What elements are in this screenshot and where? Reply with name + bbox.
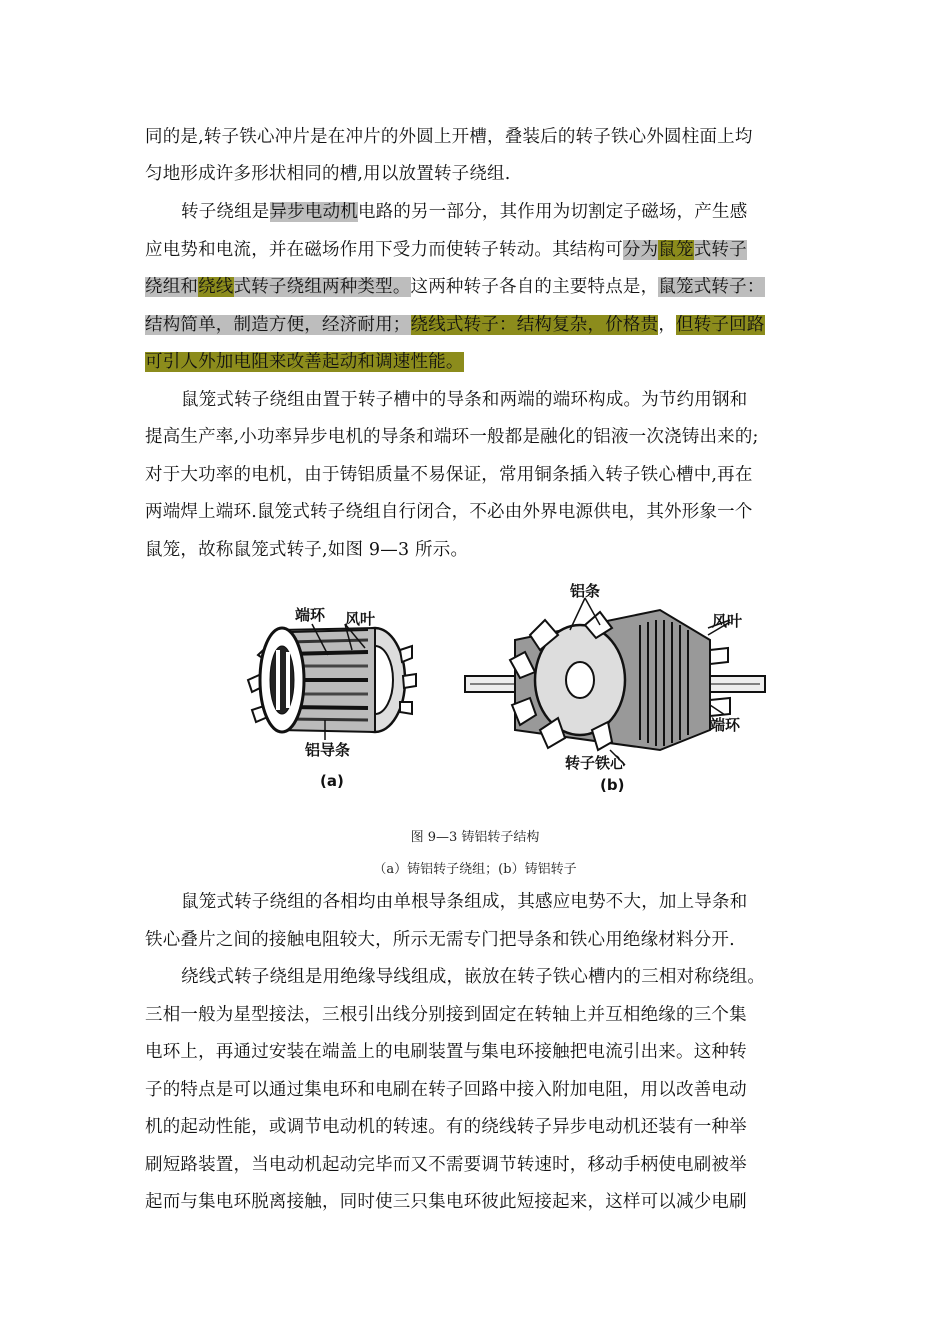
highlight-gray: 式转子绕组两种类型。	[233, 277, 411, 297]
paragraph-3-line-2: 提高生产率,小功率异步电机的导条和端环一般都是融化的铝液一次浇铸出来的;	[145, 427, 759, 447]
highlight-olive: 绕线	[198, 277, 234, 297]
highlight-gray: 绕组和	[145, 277, 199, 297]
text-segment: 电路的另一部分，其作用为切割定子磁场，产生感	[358, 202, 748, 222]
highlight-gray: 鼠笼式转子：	[658, 277, 765, 297]
figure-caption: 图 9—3 铸铝转子结构	[410, 830, 540, 845]
text-segment: 转子绕组是	[181, 202, 270, 222]
paragraph-2-line-1	[181, 200, 747, 224]
label-tag-a: (a)	[320, 772, 344, 790]
highlight-gray: 分为	[622, 240, 659, 260]
paragraph-4-line-2: 铁心叠片之间的接触电阻较大，所示无需专门把导条和铁心用绝缘材料分开.	[145, 930, 735, 950]
highlight-gray: 异步电动机	[269, 202, 358, 222]
label-tag-b: (b)	[600, 776, 625, 794]
highlight-olive: 可引人外加电阻来改善起动和调速性能。	[145, 352, 464, 372]
highlight-olive: 但转子回路	[676, 315, 765, 335]
paragraph-5-line-6: 刷短路装置，当电动机起动完毕而又不需要调节转速时，移动手柄使电刷被举	[145, 1155, 747, 1175]
paragraph-3-line-3: 对于大功率的电机，由于铸铝质量不易保证，常用铜条插入转子铁心槽中,再在	[145, 465, 753, 485]
paragraph-2-line-2	[145, 238, 747, 262]
text-segment: 应电势和电流，并在磁场作用下受力而使转子转动。其结构可	[145, 240, 623, 260]
paragraph-5-line-4: 子的特点是可以通过集电环和电刷在转子回路中接入附加电阻，用以改善电动	[145, 1080, 747, 1100]
paragraph-1-line-2: 匀地形成许多形状相同的槽,用以放置转子绕组.	[145, 164, 511, 184]
paragraph-5-line-2: 三相一般为星型接法，三根引出线分别接到固定在转轴上并互相绝缘的三个集	[145, 1005, 747, 1025]
paragraph-3-line-1: 鼠笼式转子绕组由置于转子槽中的导条和两端的端环构成。为节约用钢和	[181, 390, 748, 410]
text-segment: 这两种转子各自的主要特点是，	[410, 277, 659, 297]
label-bars-a: 铝导条	[305, 741, 351, 759]
paragraph-5-line-3: 电环上，再通过安装在端盖上的电刷装置与集电环接触把电流引出来。这种转	[145, 1042, 747, 1062]
highlight-gray: 式转子	[693, 240, 747, 260]
paragraph-5-line-7: 起而与集电环脱离接触，同时使三只集电环彼此短接起来，这样可以减少电刷	[145, 1192, 747, 1212]
highlight-gray: 结构简单，制造方便，经济耐用；	[145, 315, 411, 335]
paragraph-2-line-3	[145, 275, 765, 299]
paragraph-1-line-1: 同的是,转子铁心冲片是在冲片的外圆上开槽，叠装后的转子铁心外圆柱面上均	[145, 127, 753, 147]
text-segment: ，	[658, 315, 677, 335]
rotor-figure	[240, 580, 770, 805]
paragraph-3-line-5: 鼠笼，故称鼠笼式转子,如图 9—3 所示。	[145, 540, 469, 560]
figure-subcaption: （a）铸铝转子绕组；(b）铸铝转子	[373, 862, 577, 877]
paragraph-4-line-1: 鼠笼式转子绕组的各相均由单根导条组成，其感应电势不大，加上导条和	[181, 892, 748, 912]
paragraph-5-line-1: 绕线式转子绕组是用绝缘导线组成，嵌放在转子铁心槽内的三相对称绕组。	[181, 967, 766, 987]
label-fan-b: 风叶	[712, 612, 743, 630]
paragraph-2-line-5	[145, 350, 464, 374]
label-end-ring-b: 端环	[710, 716, 741, 734]
paragraph-2-line-4	[145, 313, 765, 337]
label-bars-b: 铝条	[570, 582, 601, 600]
paragraph-5-line-5: 机的起动性能，或调节电动机的转速。有的绕线转子异步电动机还装有一种举	[145, 1117, 747, 1137]
label-end-ring-a: 端环	[295, 606, 326, 624]
highlight-olive: 鼠笼	[658, 240, 694, 260]
label-core-b: 转子铁心	[565, 754, 626, 772]
cage-winding-drawing	[248, 624, 416, 740]
paragraph-3-line-4: 两端焊上端环.鼠笼式转子绕组自行闭合，不必由外界电源供电，其外形象一个	[145, 502, 753, 522]
label-fan-a: 风叶	[345, 610, 376, 628]
highlight-olive: 绕线式转子：结构复杂，价格贵	[410, 315, 659, 335]
rotor-illustration	[240, 580, 770, 805]
